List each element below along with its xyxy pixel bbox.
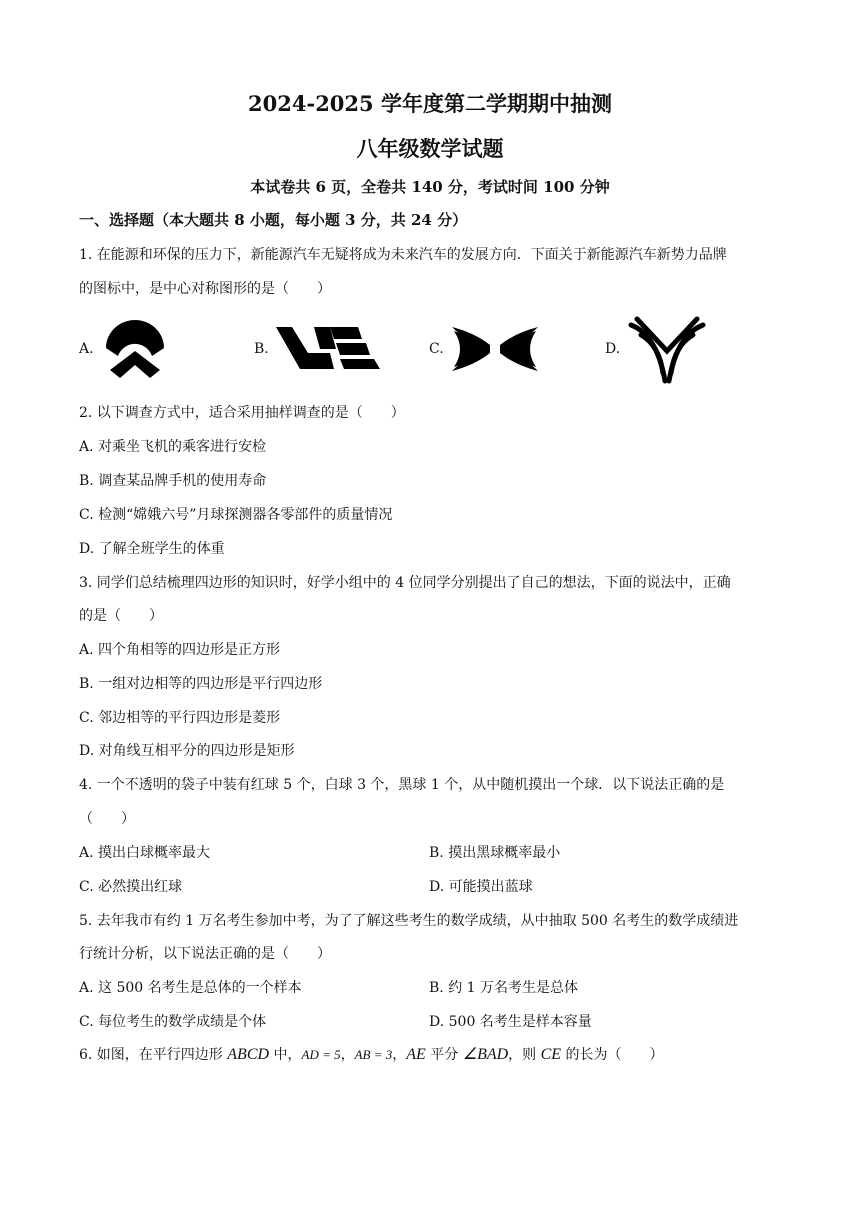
q3-option-d: D. 对角线互相平分的四边形是矩形: [79, 743, 295, 759]
q3-line1: 3. 同学们总结梳理四边形的知识时，好学小组中的 4 位同学分别提出了自己的想法，下面的说法中，正确: [79, 575, 731, 591]
q4-option-b: B. 摸出黑球概率最小: [429, 845, 561, 861]
q6-text-3: 平分: [425, 1047, 463, 1063]
section-title-choice: 一、选择题（本大题共 8 小题，每小题 3 分，共 24 分）: [79, 211, 468, 229]
logo-d-icon: [627, 315, 707, 385]
logo-a-icon: [100, 318, 170, 380]
q6-text-2: 中，: [269, 1047, 302, 1063]
q4-line2: （ ）: [79, 811, 135, 827]
q6-text-5: 的长为（ ）: [561, 1047, 664, 1063]
q6-text-4: ，则: [508, 1047, 541, 1063]
q4-option-a: A. 摸出白球概率最大: [79, 845, 211, 861]
q1-option-c-label: C.: [429, 341, 444, 357]
q6-text-1: 6. 如图，在平行四边形: [79, 1047, 228, 1063]
q2-option-c: C. 检测“嫦娥六号”月球探测器各零部件的质量情况: [79, 507, 393, 523]
q6-ab-value: AB = 3: [354, 1047, 393, 1062]
q5-line1: 5. 去年我市有约 1 万名考生参加中考，为了了解这些考生的数学成绩，从中抽取 500 名考生的数学成绩进: [79, 913, 739, 929]
q6-sep-1: ，: [340, 1047, 355, 1063]
q6-parallelogram-abcd: ABCD: [227, 1046, 270, 1063]
q4-option-c: C. 必然摸出红球: [79, 879, 183, 895]
q1-line1: 1. 在能源和环保的压力下，新能源汽车无疑将成为未来汽车的发展方向．下面关于新能源汽车新势力品牌: [79, 247, 727, 263]
logo-c-icon: [450, 323, 540, 375]
q2-option-a: A. 对乘坐飞机的乘客进行安检: [79, 439, 267, 455]
q1-option-a-label: A.: [79, 341, 94, 357]
q5-option-a: A. 这 500 名考生是总体的一个样本: [79, 980, 302, 996]
q5-option-c: C. 每位考生的数学成绩是个体: [79, 1014, 267, 1030]
q2-stem: 2. 以下调查方式中，适合采用抽样调查的是（ ）: [79, 405, 405, 421]
q1-line2: 的图标中，是中心对称图形的是（ ）: [79, 281, 331, 297]
q1-option-d-label: D.: [605, 341, 621, 357]
q6-sep-2: ，: [392, 1047, 407, 1063]
q5-option-b: B. 约 1 万名考生是总体: [429, 980, 578, 996]
q3-option-c: C. 邻边相等的平行四边形是菱形: [79, 710, 281, 726]
q2-option-d: D. 了解全班学生的体重: [79, 541, 225, 557]
exam-info: 本试卷共 6 页，全卷共 140 分，考试时间 100 分钟: [250, 178, 610, 196]
q5-line2: 行统计分析，以下说法正确的是（ ）: [79, 946, 331, 962]
q3-line2: 的是（ ）: [79, 608, 163, 624]
exam-subtitle: 八年级数学试题: [356, 136, 504, 161]
q4-option-d: D. 可能摸出蓝球: [429, 879, 533, 895]
q6-ce: CE: [540, 1046, 562, 1063]
q5-option-d: D. 500 名考生是样本容量: [429, 1014, 592, 1030]
q3-option-a: A. 四个角相等的四边形是正方形: [79, 642, 281, 658]
exam-title: 2024-2025 学年度第二学期期中抽测: [248, 91, 612, 116]
q4-line1: 4. 一个不透明的袋子中装有红球 5 个，白球 3 个，黑球 1 个，从中随机摸出一个球．以下说法正确的是: [79, 777, 725, 793]
q2-option-b: B. 调查某品牌手机的使用寿命: [79, 473, 267, 489]
q3-option-b: B. 一组对边相等的四边形是平行四边形: [79, 676, 323, 692]
q6-angle-bad: ∠BAD: [462, 1046, 509, 1063]
q6-stem: [79, 1044, 664, 1064]
q6-ae: AE: [406, 1046, 426, 1063]
q1-option-b-label: B.: [254, 341, 269, 357]
logo-b-icon: [274, 325, 384, 371]
q6-ad-value: AD = 5: [301, 1047, 341, 1062]
